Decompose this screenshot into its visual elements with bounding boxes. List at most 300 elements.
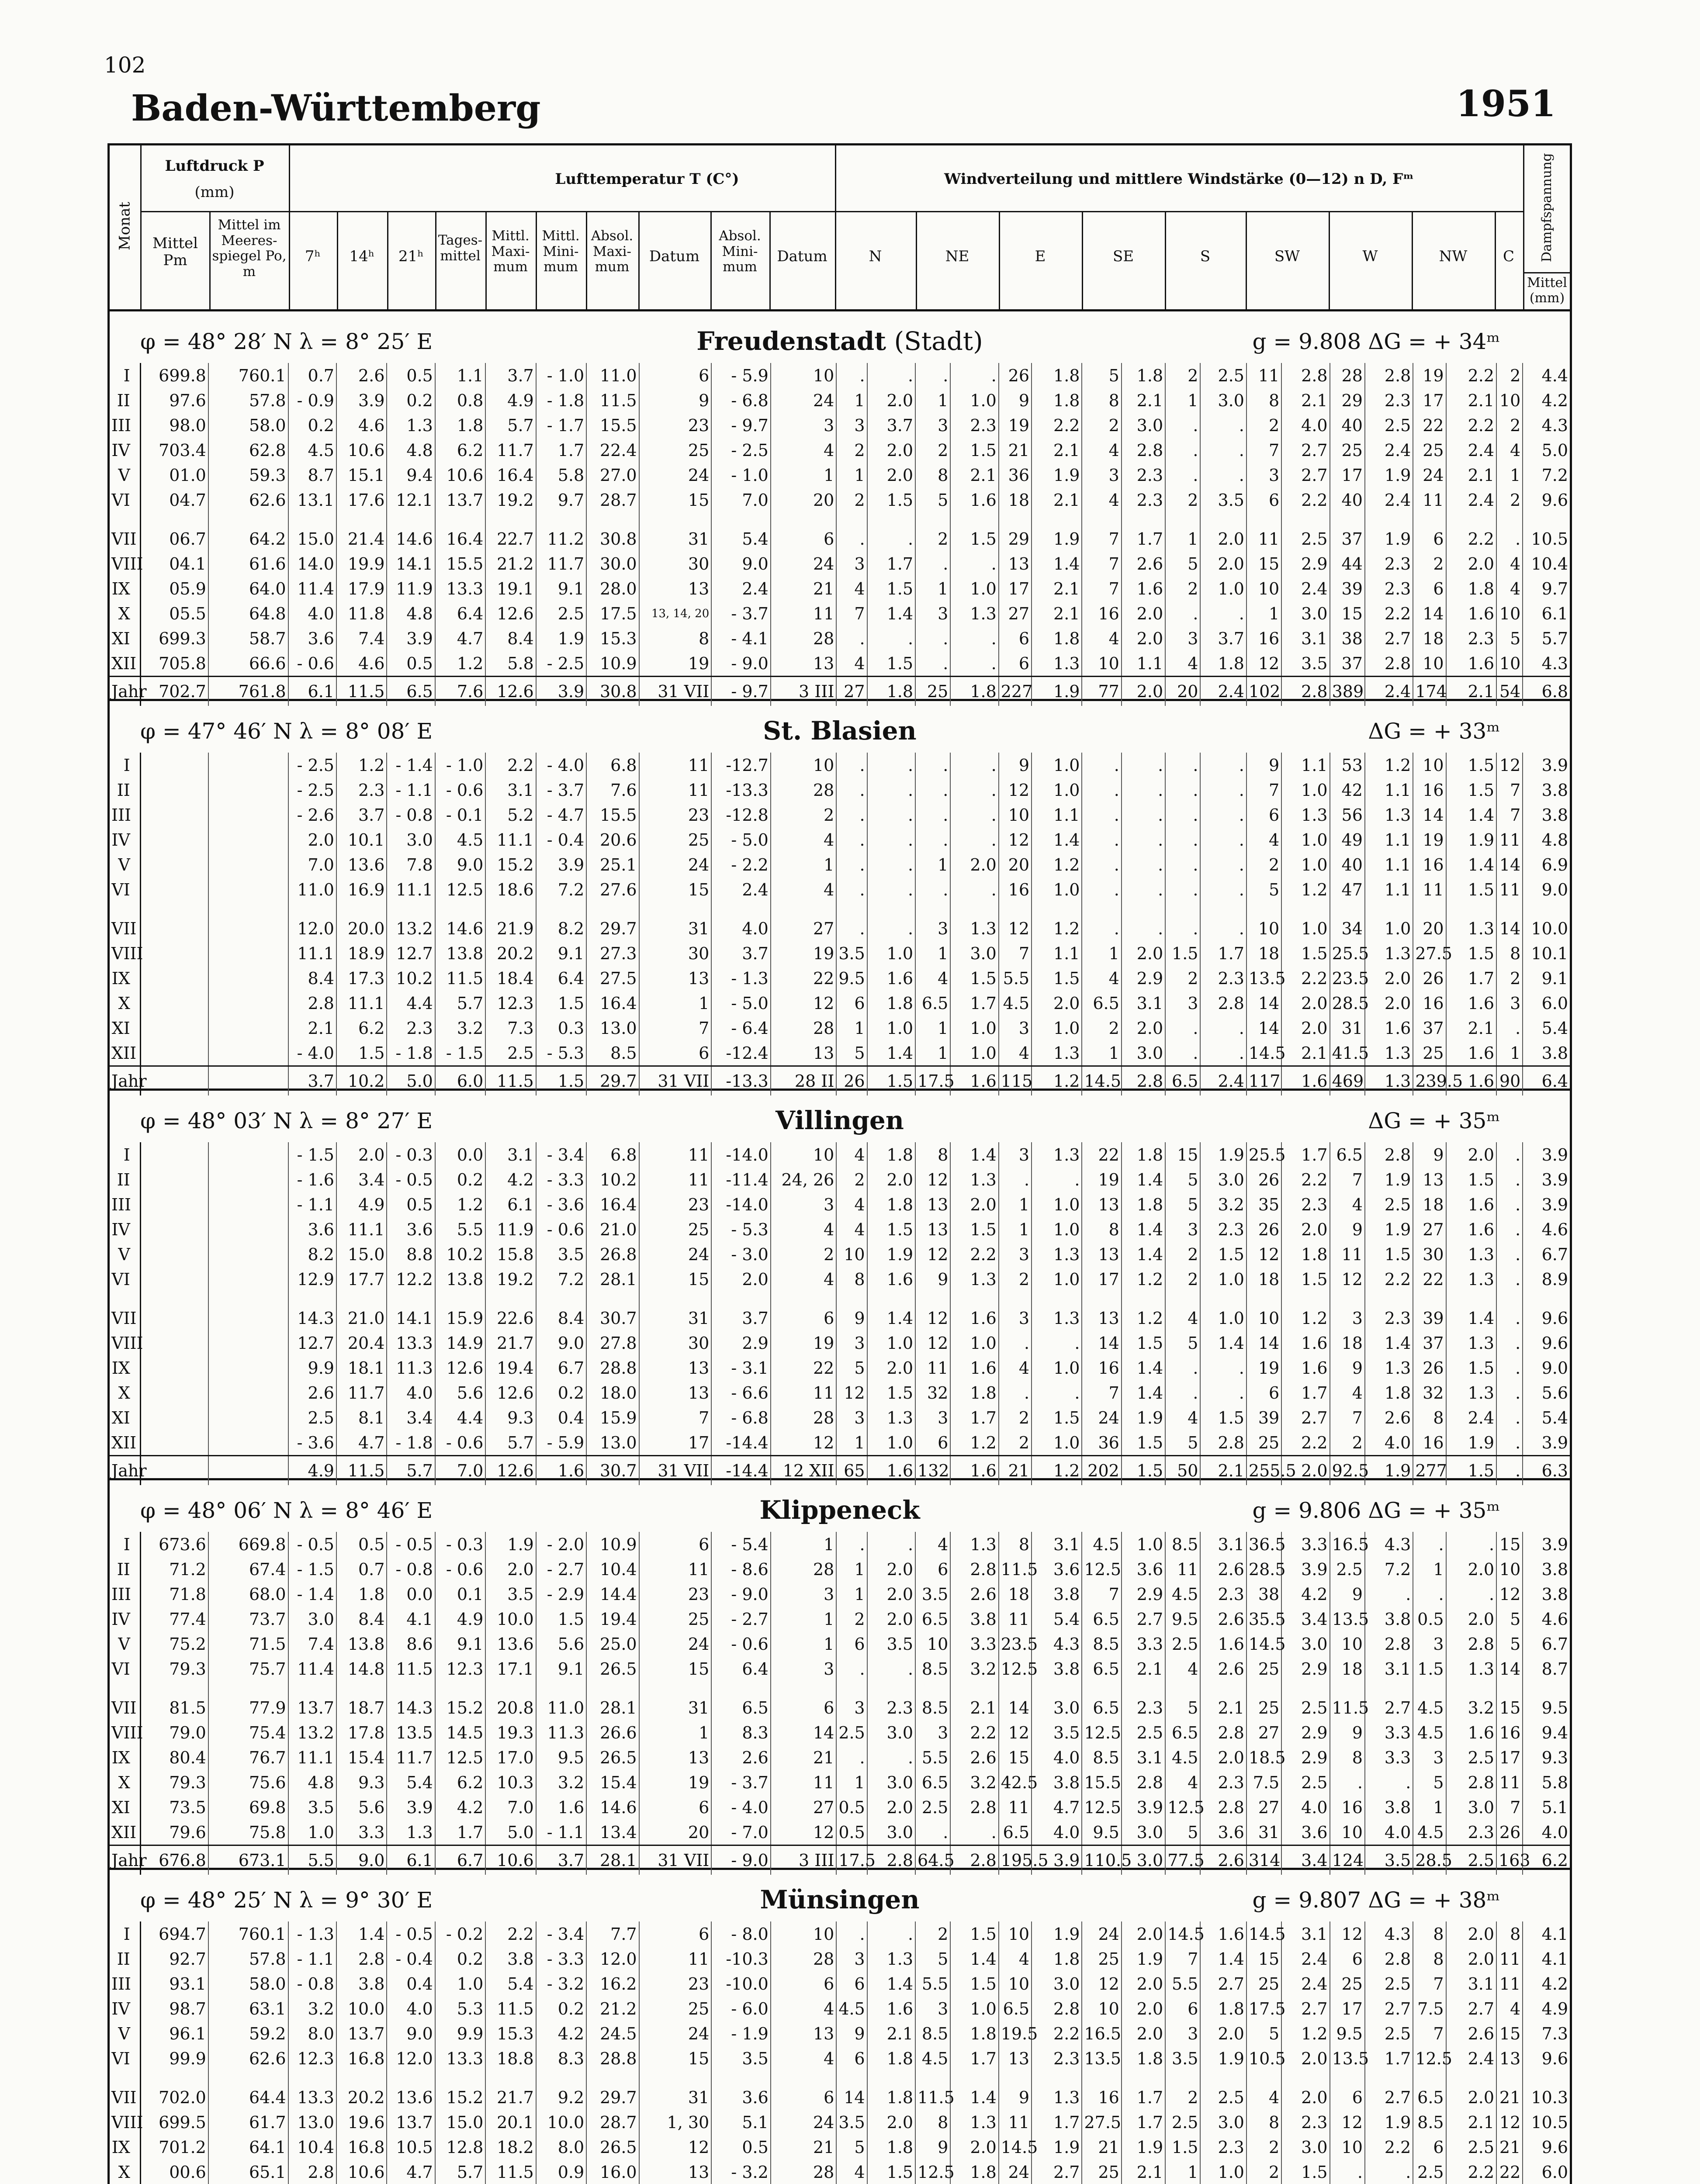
data-cell	[208, 966, 288, 991]
data-cell: 4.5	[999, 991, 1032, 1016]
data-cell: 22.4	[586, 438, 639, 463]
data-cell: 1.5	[950, 512, 998, 551]
data-cell: 1.6	[950, 487, 998, 512]
data-cell: - 2.7	[711, 1607, 771, 1631]
data-cell: -14.0	[711, 1192, 771, 1217]
data-cell: .	[1082, 902, 1121, 941]
month-row	[110, 1242, 1570, 1267]
data-cell: 9.6	[1541, 1308, 1568, 1328]
month-row	[110, 1016, 1570, 1040]
data-cell: 5	[1165, 1820, 1200, 1845]
data-cell: 2.1	[1122, 1656, 1165, 1681]
data-cell: 2.3	[1281, 1192, 1330, 1217]
month-row	[110, 1631, 1570, 1656]
month-row	[110, 1720, 1570, 1745]
data-cell: 28	[771, 1405, 837, 1430]
data-cell: 1.8	[1200, 1996, 1246, 2021]
month-label: VII	[110, 902, 140, 941]
data-cell: 6.2	[435, 1770, 485, 1795]
data-cell: 17.3	[336, 966, 387, 991]
data-cell: 22.7	[485, 512, 536, 551]
data-cell: 11	[1413, 877, 1446, 902]
data-cell: - 1.5	[288, 1557, 336, 1582]
month-row	[110, 1217, 1570, 1242]
data-cell: 30.8	[586, 512, 639, 551]
data-cell: 3	[771, 1656, 837, 1681]
data-cell: 2.7	[1122, 1607, 1165, 1631]
data-cell: 1.8	[950, 2021, 998, 2046]
data-cell: 1.2	[1281, 1292, 1330, 1330]
data-cell: 4.8	[387, 438, 435, 463]
data-cell: 1.5	[336, 1040, 387, 1066]
data-cell: 16.4	[435, 512, 485, 551]
data-cell: 1.3	[1446, 1242, 1496, 1267]
data-cell: 27.5	[1082, 2110, 1121, 2135]
data-cell: 3.8	[1032, 1656, 1082, 1681]
data-cell: 13.0	[288, 2110, 336, 2135]
data-cell: - 2.5	[288, 778, 336, 802]
data-cell: .	[867, 753, 915, 778]
data-cell: 2.8	[1365, 651, 1413, 677]
data-cell: 7.4	[288, 1631, 336, 1656]
data-cell: 2.1	[1446, 677, 1496, 706]
data-cell	[140, 753, 208, 778]
data-cell: 2.4	[1200, 677, 1246, 706]
data-cell: - 0.3	[387, 1142, 435, 1167]
data-cell: 4.3	[1541, 415, 1568, 435]
data-cell: 42	[1330, 778, 1365, 802]
data-cell: 26.8	[586, 1242, 639, 1267]
data-cell: 2	[1165, 1267, 1200, 1292]
data-cell: 4	[1082, 487, 1121, 512]
data-cell: .	[867, 1745, 915, 1770]
data-cell: 1.3	[1365, 1040, 1413, 1066]
data-cell: 1.5	[867, 576, 915, 601]
month-row	[110, 1820, 1570, 1845]
data-cell: 64.5	[915, 1845, 950, 1875]
data-cell: - 5.4	[711, 1532, 771, 1557]
month-label: I	[110, 363, 140, 388]
data-cell: 28.5	[1246, 1557, 1281, 1582]
data-cell: 2.7	[1365, 1681, 1413, 1720]
data-cell: 7.4	[336, 626, 387, 651]
month-label: II	[110, 388, 140, 413]
data-cell: 8	[1413, 1946, 1446, 1971]
data-cell: 4	[1165, 1405, 1200, 1430]
data-cell: 195.5	[999, 1845, 1032, 1875]
data-cell: 1	[1246, 601, 1281, 626]
data-cell: 16.5	[1330, 1532, 1365, 1557]
month-row	[110, 487, 1570, 512]
data-cell: 1.5	[1200, 1405, 1246, 1430]
data-cell: 8	[1330, 1745, 1365, 1770]
data-cell: 4	[915, 966, 950, 991]
data-cell: 4.0	[1281, 413, 1330, 438]
data-cell: 8.2	[288, 1242, 336, 1267]
data-cell: 1.9	[1446, 1430, 1496, 1456]
data-cell: 1	[1165, 2160, 1200, 2184]
data-cell: 13	[771, 651, 837, 677]
month-row	[110, 1040, 1570, 1066]
data-cell: 19	[771, 1330, 837, 1355]
data-cell: 21	[999, 1456, 1032, 1486]
data-cell: 13	[915, 1217, 950, 1242]
data-cell: 27.5	[1413, 941, 1446, 966]
data-cell: 12.8	[435, 2135, 485, 2160]
data-cell: 1.7	[867, 551, 915, 576]
data-cell: 3	[1330, 1292, 1365, 1330]
data-cell: 2.5	[1200, 2071, 1246, 2110]
data-cell: 1.3	[1281, 802, 1330, 827]
data-cell: .	[915, 778, 950, 802]
month-label: II	[110, 1946, 140, 1971]
month-label: II	[110, 778, 140, 802]
data-cell: 2.6	[336, 363, 387, 388]
data-cell: .	[1082, 802, 1121, 827]
data-cell: 760.1	[208, 1921, 288, 1946]
data-cell: 69.8	[208, 1795, 288, 1820]
data-cell: 5.1	[711, 2110, 771, 2135]
data-cell: .	[1082, 877, 1121, 902]
data-cell: 1	[915, 941, 950, 966]
data-cell: 31 VII	[639, 1066, 712, 1096]
data-cell: 12.9	[288, 1267, 336, 1292]
data-cell: 27.3	[586, 941, 639, 966]
data-cell: 23	[639, 1582, 712, 1607]
data-cell: 2	[1165, 2071, 1200, 2110]
data-cell: 2	[836, 487, 867, 512]
data-cell: - 1.8	[536, 388, 586, 413]
data-cell: 3	[999, 1242, 1032, 1267]
data-cell: 12.5	[1165, 1795, 1200, 1820]
data-cell: 1.0	[1281, 827, 1330, 852]
data-cell: 2.6	[1122, 551, 1165, 576]
data-cell: 12.5	[435, 877, 485, 902]
data-cell: 12.5	[1082, 1795, 1121, 1820]
data-cell: 12.7	[288, 1330, 336, 1355]
data-cell: 8	[1413, 1921, 1446, 1946]
data-cell	[208, 827, 288, 852]
data-cell: 1.8	[1032, 626, 1082, 651]
data-cell: 14.4	[586, 1582, 639, 1607]
data-cell: 18	[1413, 626, 1446, 651]
data-cell: 12	[1496, 753, 1523, 778]
data-cell: 4.5	[1165, 1582, 1200, 1607]
data-cell: 77.9	[208, 1681, 288, 1720]
data-cell: 5.2	[485, 802, 536, 827]
data-cell: 3.9	[1541, 755, 1568, 775]
mean-min-header: Mittl. Mini-mum	[542, 228, 580, 275]
data-cell: - 8.6	[711, 1557, 771, 1582]
data-cell: 29	[1330, 388, 1365, 413]
data-cell: 14.5	[1246, 1631, 1281, 1656]
data-cell: 3.2	[435, 1016, 485, 1040]
data-cell: -12.8	[711, 802, 771, 827]
data-cell: 15.0	[435, 2110, 485, 2135]
data-cell	[140, 941, 208, 966]
data-cell: 28.8	[586, 1355, 639, 1380]
data-cell: 2	[1496, 413, 1523, 438]
data-cell: 9.0	[435, 852, 485, 877]
data-cell: 2.5	[1200, 363, 1246, 388]
data-cell: 6	[1413, 512, 1446, 551]
data-cell: .	[915, 363, 950, 388]
data-cell: 10	[1413, 651, 1446, 677]
data-cell: 2	[771, 802, 837, 827]
data-cell: 2.8	[1200, 1720, 1246, 1745]
data-cell: 13.6	[485, 1631, 536, 1656]
month-row	[110, 1167, 1570, 1192]
data-cell: .	[836, 1745, 867, 1770]
data-cell: 1.0	[1032, 1355, 1082, 1380]
data-cell: - 0.3	[435, 1532, 485, 1557]
data-cell: 7	[1082, 1380, 1121, 1405]
data-cell: 1.1	[1365, 827, 1413, 852]
data-cell: 1.1	[1281, 753, 1330, 778]
data-cell: .	[1413, 1532, 1446, 1557]
month-label: IX	[110, 2135, 140, 2160]
month-label: Jahr	[110, 1456, 140, 1486]
data-cell: - 3.7	[711, 1770, 771, 1795]
data-cell: 8.4	[336, 1607, 387, 1631]
data-cell: - 0.4	[387, 1946, 435, 1971]
data-cell: 1.5	[1032, 966, 1082, 991]
data-cell: 2.7	[1281, 1405, 1330, 1430]
data-cell: 10.0	[536, 2110, 586, 2135]
data-cell: 3	[915, 1405, 950, 1430]
data-cell: 7	[639, 1016, 712, 1040]
data-cell: 1	[836, 1557, 867, 1582]
station-header	[110, 311, 1570, 363]
data-cell: 2.3	[336, 778, 387, 802]
data-cell: 4.9	[288, 1456, 336, 1486]
data-cell: 699.8	[140, 363, 208, 388]
data-cell: 0.5	[336, 1532, 387, 1557]
data-cell	[140, 1292, 208, 1330]
data-cell: 4.5	[836, 1996, 867, 2021]
data-cell: 16.9	[336, 877, 387, 902]
data-cell: 0.2	[435, 1167, 485, 1192]
data-cell: 77	[1082, 677, 1121, 706]
data-cell: 15.5	[586, 802, 639, 827]
data-cell: .	[867, 827, 915, 852]
data-cell: - 5.0	[711, 827, 771, 852]
data-cell: 18	[1330, 1330, 1365, 1355]
data-cell: 2	[836, 1167, 867, 1192]
data-cell: 1	[836, 1016, 867, 1040]
data-cell: 11.7	[336, 1380, 387, 1405]
data-cell: 1	[771, 463, 837, 487]
data-cell: 58.0	[208, 1971, 288, 1996]
data-cell: 16	[1082, 2071, 1121, 2110]
data-cell: 5.5	[915, 1971, 950, 1996]
data-cell: 9.2	[536, 2071, 586, 2110]
year-title: 1951	[1456, 83, 1556, 125]
data-cell: 1	[1496, 463, 1523, 487]
data-cell: 15.8	[485, 1242, 536, 1267]
data-cell: 3.4	[1281, 1845, 1330, 1875]
data-cell: 28	[1330, 363, 1365, 388]
data-cell: 2.1	[1032, 576, 1082, 601]
data-cell: .	[915, 551, 950, 576]
data-cell: 15.9	[586, 1405, 639, 1430]
data-cell: 4	[1330, 1192, 1365, 1217]
data-cell: 9.6	[1541, 2049, 1568, 2068]
data-cell: 1.6	[950, 1355, 998, 1380]
data-cell: 2.8	[1200, 991, 1246, 1016]
data-cell: 2.7	[1365, 626, 1413, 651]
data-cell: 1.1	[1032, 802, 1082, 827]
data-cell: .	[1446, 1532, 1496, 1557]
data-cell: 25	[639, 1996, 712, 2021]
data-cell: 13, 14, 20	[639, 601, 712, 626]
data-cell: 11.5	[387, 1656, 435, 1681]
data-cell: 2.1	[1032, 438, 1082, 463]
data-cell: 3.9	[1541, 1195, 1568, 1214]
data-cell: 5.5	[288, 1845, 336, 1875]
data-cell: 2.8	[1365, 1631, 1413, 1656]
data-cell: 2.3	[1281, 2110, 1330, 2135]
data-cell: 2	[1082, 413, 1121, 438]
data-cell: 1.0	[1032, 1192, 1082, 1217]
data-cell: 3.5	[1200, 487, 1246, 512]
data-cell: 31	[639, 1292, 712, 1330]
data-cell: 1.0	[950, 1330, 998, 1355]
data-cell: 30	[639, 551, 712, 576]
data-cell: 7.2	[1365, 1557, 1413, 1582]
data-cell: 12	[915, 1167, 950, 1192]
data-cell: 14.6	[435, 902, 485, 941]
data-cell: 4	[1496, 576, 1523, 601]
data-cell: 2.4	[1365, 487, 1413, 512]
data-cell: 25	[639, 827, 712, 852]
data-cell: 11.5	[915, 2071, 950, 2110]
data-cell: 4	[999, 1040, 1032, 1066]
data-cell: 6.5	[1330, 1142, 1365, 1167]
data-cell: 8.3	[711, 1720, 771, 1745]
data-cell: 1.1	[1365, 778, 1413, 802]
data-cell: 3	[915, 1720, 950, 1745]
data-cell: 1.9	[1122, 2135, 1165, 2160]
data-cell: 2.3	[950, 413, 998, 438]
data-cell: 12	[1496, 1582, 1523, 1607]
data-cell: 10.0	[336, 1996, 387, 2021]
data-cell: 5	[836, 1040, 867, 1066]
data-cell: 4.0	[1032, 1820, 1082, 1845]
month-label: IX	[110, 1745, 140, 1770]
data-cell: .	[836, 363, 867, 388]
data-cell: 10.4	[586, 1557, 639, 1582]
data-cell: 6.0	[1541, 2162, 1568, 2182]
month-label: Jahr	[110, 677, 140, 706]
month-label: III	[110, 802, 140, 827]
data-cell: 4	[915, 1532, 950, 1557]
data-cell: 40	[1330, 852, 1365, 877]
data-cell: 2	[915, 512, 950, 551]
data-cell: 11.7	[387, 1745, 435, 1770]
data-cell: 14.3	[387, 1681, 435, 1720]
data-cell: 4	[1246, 827, 1281, 852]
data-cell: .	[867, 852, 915, 877]
data-cell: 4.2	[536, 2021, 586, 2046]
data-cell: 8.7	[1541, 1659, 1568, 1679]
data-cell: 27.5	[586, 966, 639, 991]
data-cell: 1.5	[867, 1217, 915, 1242]
data-cell: 13	[639, 1380, 712, 1405]
data-cell: 7	[836, 601, 867, 626]
data-cell: .	[1165, 1016, 1200, 1040]
data-cell: - 0.2	[435, 1921, 485, 1946]
data-cell: 3.3	[1281, 1532, 1330, 1557]
data-cell: 0.5	[836, 1820, 867, 1845]
data-cell: 2.1	[1032, 487, 1082, 512]
data-cell: 9	[1330, 1582, 1365, 1607]
month-row	[110, 1267, 1570, 1292]
data-cell: - 3.2	[711, 2160, 771, 2184]
data-cell: 1.2	[336, 753, 387, 778]
data-cell: 4.5	[1413, 1681, 1446, 1720]
data-cell: 26.5	[586, 1656, 639, 1681]
date-min-header: Datum	[777, 248, 827, 265]
data-cell: 13.2	[387, 902, 435, 941]
data-cell: 1.2	[1281, 2021, 1330, 2046]
data-cell: 3.0	[1200, 2110, 1246, 2135]
data-cell: 12	[836, 1380, 867, 1405]
data-cell: 761.8	[208, 677, 288, 706]
data-cell: 1.2	[1122, 1267, 1165, 1292]
data-cell: 15.2	[435, 1681, 485, 1720]
data-cell: 4.5	[1165, 1745, 1200, 1770]
data-cell: 25.5	[1246, 1142, 1281, 1167]
data-cell: 3	[1165, 1217, 1200, 1242]
data-cell: 17.9	[336, 576, 387, 601]
data-cell: 10	[999, 1921, 1032, 1946]
data-cell: 702.7	[140, 677, 208, 706]
data-cell: 1.6	[1200, 1631, 1246, 1656]
data-cell: 16	[1413, 852, 1446, 877]
data-cell: .	[950, 753, 998, 778]
data-cell: 4.1	[1541, 1924, 1568, 1944]
data-cell: - 1.3	[711, 966, 771, 991]
data-cell: .	[1200, 1016, 1246, 1040]
month-label: IV	[110, 827, 140, 852]
data-cell: .	[1082, 827, 1121, 852]
data-cell: 26.6	[586, 1720, 639, 1745]
data-cell: 75.4	[208, 1720, 288, 1745]
data-cell: 3.5	[288, 1795, 336, 1820]
data-cell: 1.5	[867, 651, 915, 677]
data-cell: 1	[771, 1532, 837, 1557]
data-cell: 30.8	[586, 677, 639, 706]
data-cell: 1.4	[1032, 551, 1082, 576]
data-cell: -10.3	[711, 1946, 771, 1971]
data-cell: 11.0	[586, 363, 639, 388]
data-cell: 1.9	[1122, 1405, 1165, 1430]
data-cell: 2.4	[1200, 1066, 1246, 1096]
data-cell: 13.8	[435, 1267, 485, 1292]
data-cell: 2.1	[1446, 463, 1496, 487]
data-cell: 11	[1496, 827, 1523, 852]
data-cell: 28	[771, 626, 837, 651]
data-cell: 1	[836, 1770, 867, 1795]
data-cell: 4.1	[387, 1607, 435, 1631]
data-cell	[208, 941, 288, 966]
data-cell: 3.5	[915, 1582, 950, 1607]
data-cell: 3.2	[950, 1656, 998, 1681]
data-cell: 3.7	[867, 413, 915, 438]
data-cell: 26	[999, 363, 1032, 388]
data-cell: 2.0	[1446, 1142, 1496, 1167]
